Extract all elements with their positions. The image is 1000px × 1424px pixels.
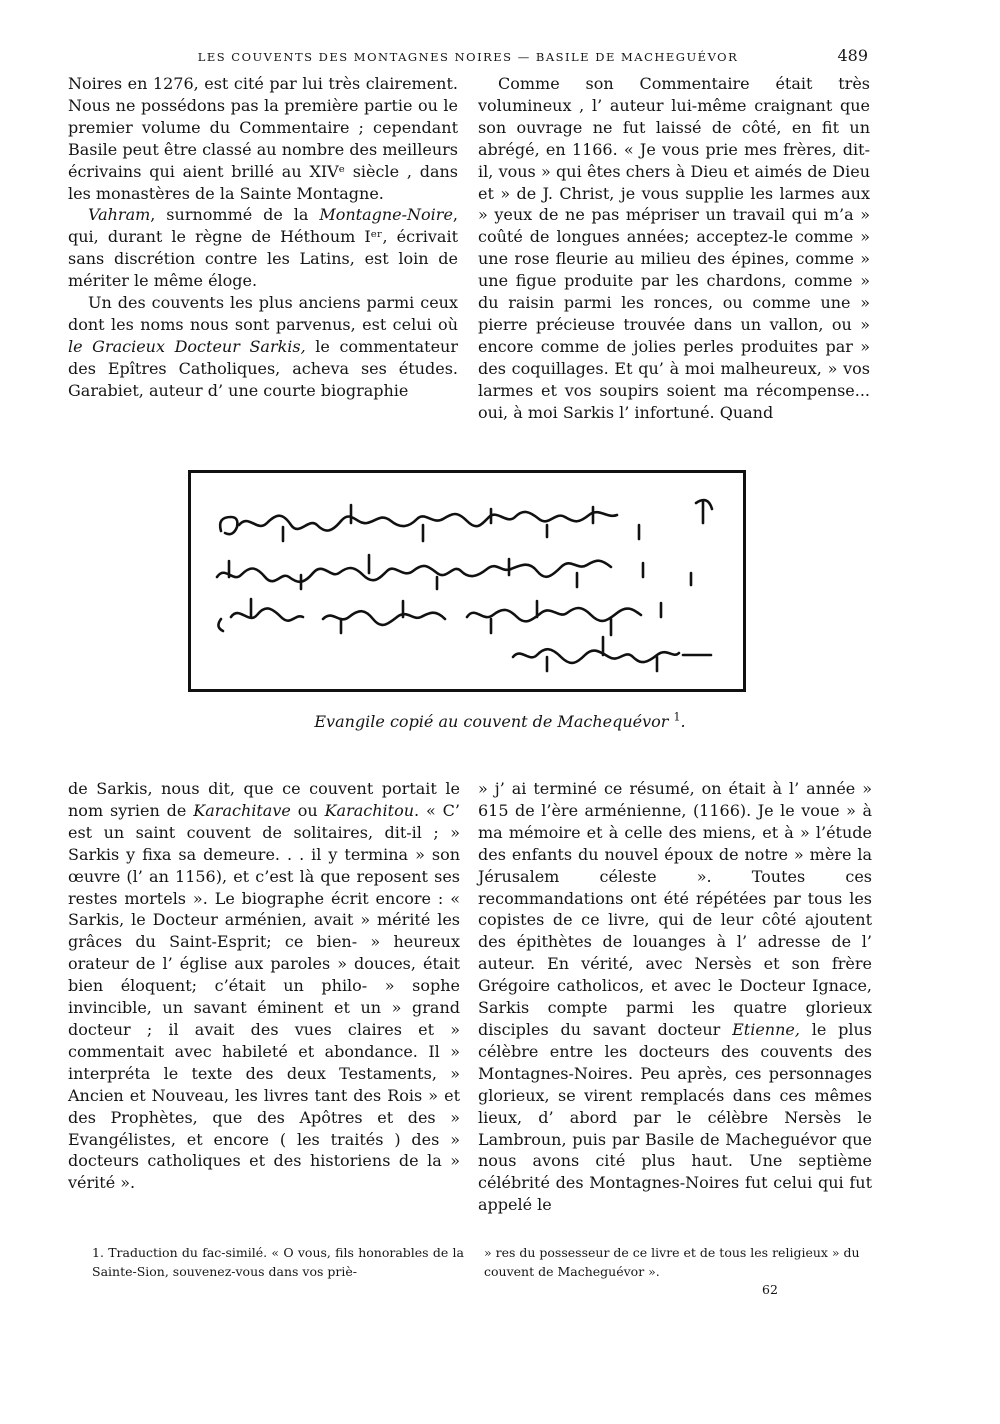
paragraph: Comme son Commentaire était très volumineux , l’ auteur lui-même craignant que son ouvrage ne fut laissé de côté, en fit un abrégé, en 1166. « Je vous prie mes frères, dit-il, vous » qui êtes chers à Dieu et aimés de Dieu et » de J. Christ, je vous supplie les larmes aux » yeux de ne pas mépriser un travail qui m’a » coûté de longues années; acceptez-le comme » une rose fleurie au milieu des épines, comme » une figue produite par les chardons, comme » du raisin parmi les ronces, ou comme une » pierre précieuse trouvée dans un vallon, ou » encore comme de jolies perles produites par » des coquillages. Et qu’ à moi malheureux, » vos larmes et vos soupirs soient ma récompense... oui, à moi Sarkis l’ infortuné. Quand (478, 74, 870, 422)
paragraph (68, 778, 460, 1194)
running-header (68, 46, 868, 70)
column-top-left (68, 73, 458, 402)
text-run: » j’ ai terminé ce résumé, on était à l’ année » 615 de l’ère arménienne, (1166). Je le voue » à ma mémoire et à celle des miens, et à » l’étude des enfants du nouvel époux de notre » mère la Jérusalem céleste ». Toutes ces recommandations ont été répétées par tous les copistes de ce livre, qui de leur côté ajoutent des épithètes de louanges à l’ adresse de l’ auteur. En vérité, avec Nersès et son frère Grégoire catholicos, et avec le Docteur Ignace, Sarkis compte parmi les quatre glorieux disciples du savant docteur (478, 779, 872, 1039)
text-run: le commentateur des Epîtres Catholiques, acheva ses études. Garabiet, auteur d’ une courte biographie (68, 336, 459, 400)
column-bottom-right (478, 778, 872, 1216)
paragraph (68, 204, 458, 292)
caption-text: Evangile copié au couvent de Machequévor (314, 712, 669, 731)
sheet-number: 62 (762, 1282, 778, 1297)
column-top-right (478, 73, 870, 424)
armenian-script-image (191, 473, 743, 689)
footnote-marker: 1 (673, 710, 681, 724)
footnote-right: » res du possesseur de ce livre et de tous les religieux » du couvent de Macheguévor ». (484, 1245, 860, 1279)
paragraph (68, 292, 458, 402)
paragraph (478, 778, 872, 1216)
person-name: le Gracieux Docteur Sarkis, (68, 336, 306, 356)
person-name: Etienne, (732, 1019, 800, 1039)
text-run: de Sarkis, nous dit, que ce couvent portait le nom syrien de (68, 779, 460, 820)
page-number: 489 (837, 46, 868, 65)
column-bottom-left (68, 778, 460, 1194)
footnote-left: 1. Traduction du fac-similé. « O vous, fils honorables de la Sainte-Sion, souvenez-vous dans vos priè- (92, 1245, 464, 1279)
running-title: LES COUVENTS DES MONTAGNES NOIRES — BASILE DE MACHEGUÉVOR (197, 50, 739, 64)
text-run: le plus célèbre entre les docteurs des couvents des Montagnes-Noires. Peu après, ces personnages glorieux, se virent remplacés dans ces mêmes lieux, d’ abord par le célèbre Nersès le Lambroun, puis par Basile de Macheguévor que nous avons cité plus haut. Une septième célébrité des Montagnes-Noires fut celui qui fut appelé le (478, 1019, 872, 1215)
place-name: Karachitave (193, 800, 291, 820)
text-run: ou (290, 800, 325, 820)
place-name: Montagne-Noire (319, 205, 453, 225)
place-name: Karachitou (324, 800, 415, 820)
text-run: Un des couvents les plus anciens parmi ceux dont les noms nous sont parvenus, est celui où (68, 293, 458, 334)
figure-caption: Evangile copié au couvent de Machequévor $^1$. (314, 710, 686, 731)
text-run: , surnommé de la (150, 205, 320, 225)
person-name: Vahram (88, 205, 151, 225)
paragraph: Noires en 1276, est cité par lui très clairement. Nous ne possédons pas la première partie ou le premier volume du Commentaire ; cependant Basile peut être classé au nombre des meilleurs écrivains qui aient brillé au XIVᵉ siècle , dans les monastères de la Sainte Montagne. (68, 74, 458, 203)
text-run: , qui, durant le règne de Héthoum Iᵉʳ, écrivait sans discrétion contre les Latins, est loin de mériter le même éloge. (68, 205, 458, 291)
manuscript-facsimile (188, 470, 746, 692)
text-run: . « C’ est un saint couvent de solitaires, dit-il ; » Sarkis y fixa sa demeure. . . il y termina » son œuvre (l’ an 1156), et c’est là que reposent ses restes mortels ». Le biographe écrit encore : « Sarkis, le Docteur arménien, avait » mérité les grâces du Saint-Esprit; ce bien- » heureux orateur de l’ église aux paroles » douces, était bien éloquent; c’était un philo- » sophe invincible, un savant éminent et un » grand docteur ; il avait des vues claires et » commentait avec habileté et abondance. Il » interpréta le texte des deux Testaments, » Ancien et Nouveau, les livres tant des Rois » et des Prophètes, que des Apôtres et des » Evangélistes, et encore ( les traités ) des » docteurs catholiques et des historiens de la » vérité ». (68, 800, 461, 1193)
